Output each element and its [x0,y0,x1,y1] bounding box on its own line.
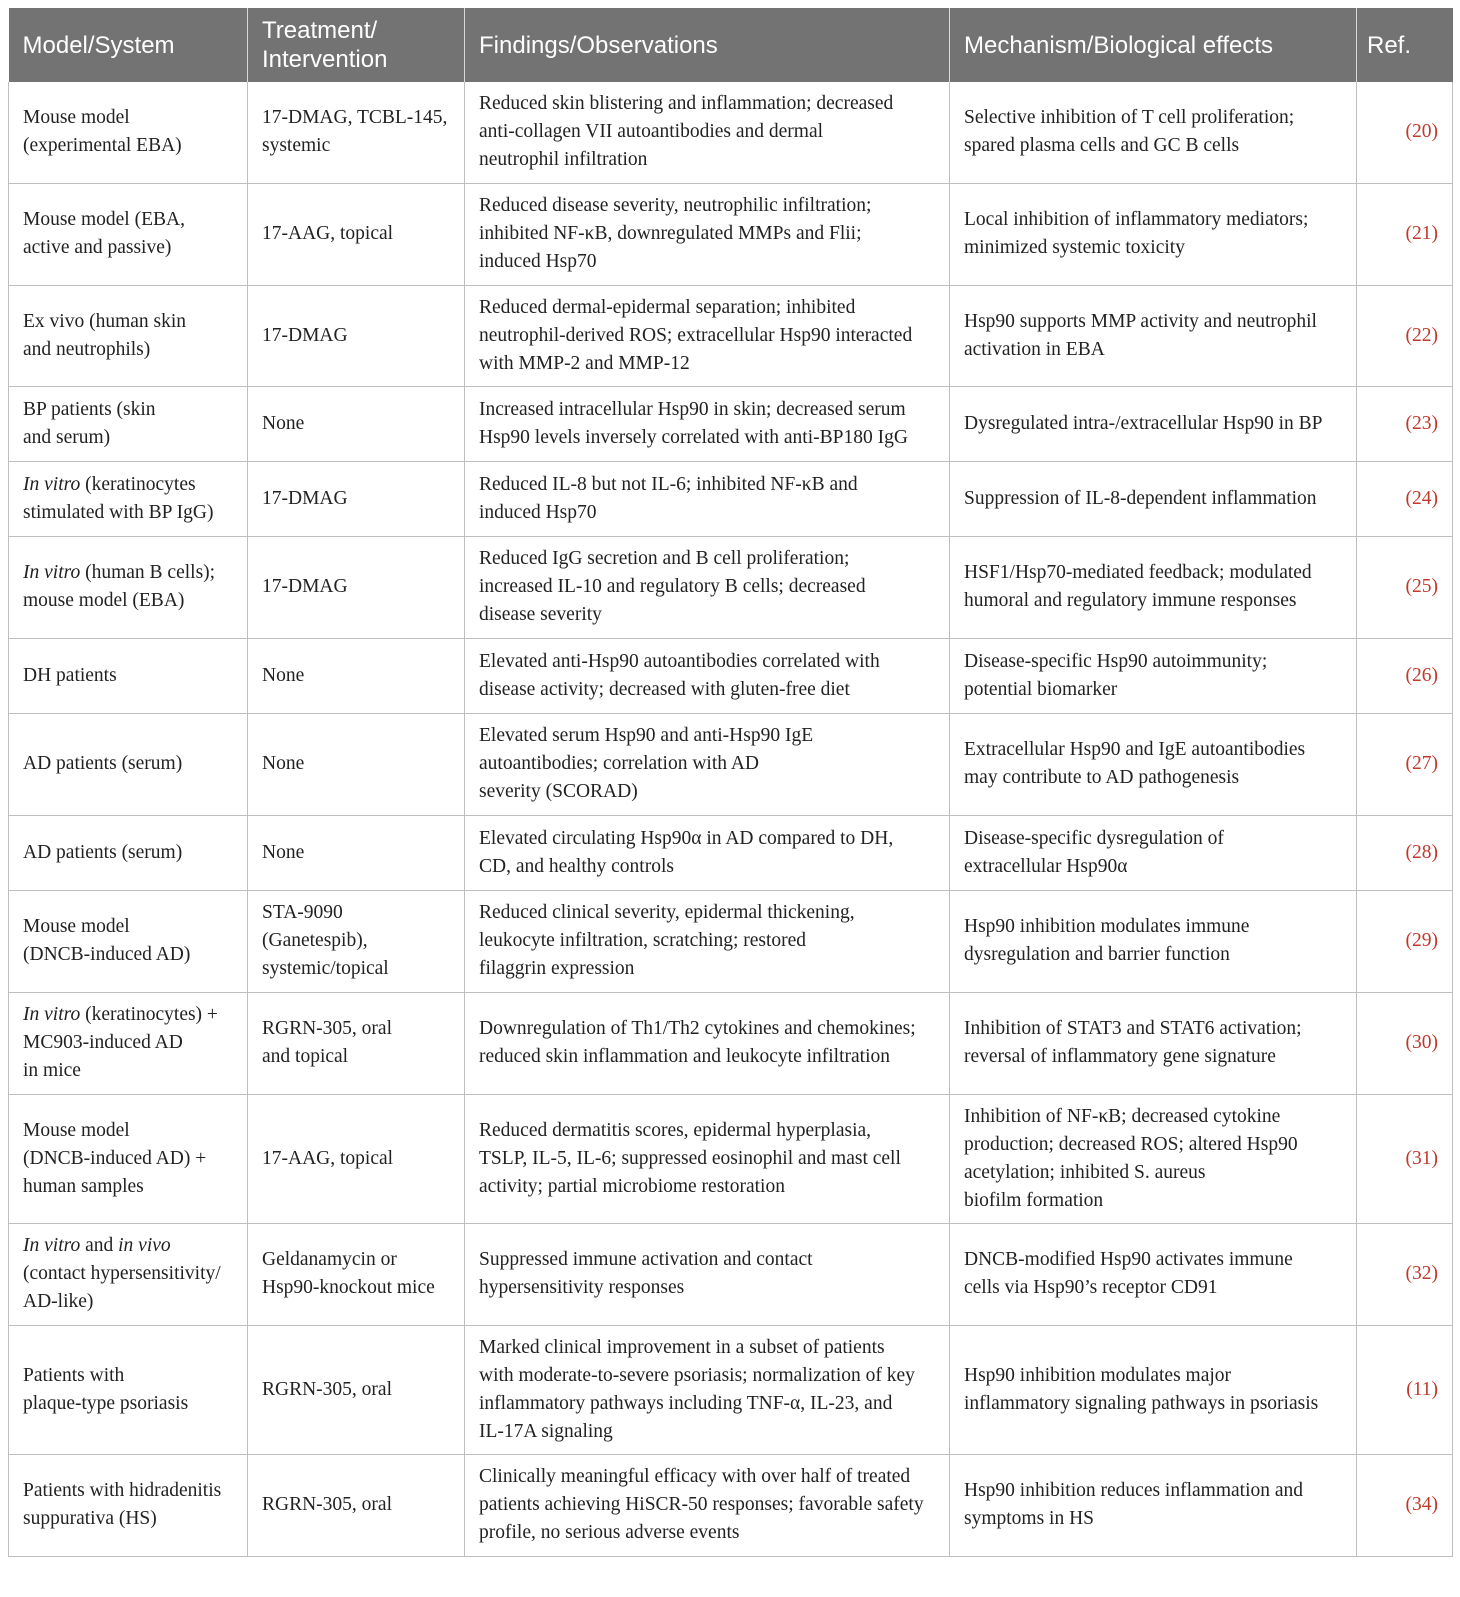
cell-ref[interactable] [1357,285,1453,386]
cell-mechanism [950,1094,1357,1223]
model-text: (human B cells); mouse model (EBA) [23,562,216,611]
cell-treatment [248,638,465,713]
cell-findings-text: Elevated serum Hsp90 and anti-Hsp90 IgE autoantibodies; correlation with AD severity (SCORAD) [479,725,814,802]
header-row [9,8,1453,82]
cell-treatment [248,815,465,890]
cell-mechanism [950,1325,1357,1454]
cell-treatment-text: None [262,412,305,434]
cell-ref[interactable] [1357,713,1453,815]
model-text: Mouse model (DNCB-induced AD) + human samples [23,1119,207,1197]
table-row [9,1454,1453,1556]
table-row [9,1223,1453,1325]
cell-findings [465,1454,950,1556]
cell-findings-text: Marked clinical improvement in a subset of patients with moderate-to-severe psoriasis; normalization of key inflammatory pathways including TNF-α, IL-23, and IL-17A signaling [479,1336,915,1442]
cell-mechanism [950,1454,1357,1556]
cell-mechanism-text: Suppression of IL-8-dependent inflammation [964,487,1317,509]
cell-findings [465,1094,950,1223]
cell-model [9,461,248,536]
cell-findings-text: Reduced clinical severity, epidermal thickening, leukocyte infiltration, scratching; restored filaggrin expression [479,902,855,979]
cell-ref-text: (32) [1405,1263,1438,1284]
model-text: Patients with plaque-type psoriasis [23,1364,189,1414]
cell-mechanism [950,285,1357,386]
cell-treatment-text: 17-DMAG, TCBL-145, systemic [262,107,448,157]
table-container [8,8,1452,1557]
cell-mechanism-text: Inhibition of STAT3 and STAT6 activation; reversal of inflammatory gene signature [964,1018,1302,1067]
cell-mechanism-text: Dysregulated intra-/extracellular Hsp90 in BP [964,412,1323,434]
cell-ref[interactable] [1357,1454,1453,1556]
table-row [9,815,1453,890]
cell-mechanism [950,386,1357,461]
cell-treatment-text: Geldanamycin or Hsp90-knockout mice [262,1249,435,1298]
model-italic-text: In vitro [23,473,81,495]
cell-model [9,285,248,386]
cell-findings [465,890,950,992]
cell-ref[interactable] [1357,1325,1453,1454]
table-row [9,285,1453,386]
cell-treatment-text: None [262,664,305,686]
model-connector-text: and [80,1235,119,1256]
header-mechanism: Mechanism/Biological effects [950,8,1357,82]
cell-findings-text: Clinically meaningful efficacy with over half of treated patients achieving HiSCR-50 responses; favorable safety profile, no serious adverse events [479,1466,924,1543]
table-row [9,713,1453,815]
cell-findings-text: Reduced IgG secretion and B cell proliferation; increased IL-10 and regulatory B cells; decreased disease severity [479,548,866,625]
cell-mechanism [950,992,1357,1094]
cell-treatment-text: None [262,753,305,774]
cell-model [9,183,248,285]
model-italic-text: In vitro [23,562,81,583]
cell-ref[interactable] [1357,890,1453,992]
table-row [9,992,1453,1094]
cell-findings [465,183,950,285]
cell-ref[interactable] [1357,638,1453,713]
header-ref: Ref. [1357,8,1453,82]
cell-treatment-text: RGRN-305, oral [262,1494,392,1515]
cell-findings-text: Reduced IL-8 but not IL-6; inhibited NF-κB and induced Hsp70 [479,473,858,523]
cell-model [9,1094,248,1223]
cell-mechanism-text: Disease-specific dysregulation of extracellular Hsp90α [964,827,1224,877]
cell-treatment [248,82,465,183]
cell-model [9,386,248,461]
cell-findings-text: Reduced disease severity, neutrophilic infiltration; inhibited NF-κB, downregulated MMPs and Flii; induced Hsp70 [479,195,872,272]
header-model: Model/System [9,8,248,82]
cell-findings [465,82,950,183]
model-text: Mouse model (experimental EBA) [23,107,182,157]
cell-findings [465,461,950,536]
cell-treatment-text: RGRN-305, oral [262,1378,392,1400]
cell-model [9,713,248,815]
cell-ref[interactable] [1357,815,1453,890]
cell-findings-text: Downregulation of Th1/Th2 cytokines and chemokines; reduced skin inflammation and leukocyte infiltration [479,1018,916,1067]
table-header [9,8,1453,82]
cell-findings [465,536,950,638]
cell-treatment [248,890,465,992]
cell-findings-text: Elevated circulating Hsp90α in AD compared to DH, CD, and healthy controls [479,827,894,877]
model-text: BP patients (skin and serum) [23,398,156,448]
cell-ref-text: (29) [1405,930,1438,951]
cell-mechanism-text: Selective inhibition of T cell proliferation; spared plasma cells and GC B cells [964,107,1295,157]
table-row [9,183,1453,285]
cell-mechanism-text: Extracellular Hsp90 and IgE autoantibodies may contribute to AD pathogenesis [964,739,1306,788]
cell-model [9,1325,248,1454]
header-treatment: Treatment/ Intervention [248,8,465,82]
cell-ref[interactable] [1357,461,1453,536]
cell-mechanism [950,713,1357,815]
cell-treatment [248,285,465,386]
cell-findings [465,285,950,386]
cell-findings [465,1223,950,1325]
cell-model [9,815,248,890]
cell-treatment [248,1094,465,1223]
cell-ref-text: (30) [1405,1032,1438,1053]
cell-findings-text: Reduced dermal-epidermal separation; inhibited neutrophil-derived ROS; extracellular Hsp90 interacted with MMP-2 and MMP-12 [479,296,913,374]
cell-ref[interactable] [1357,183,1453,285]
model-text: Ex vivo (human skin and neutrophils) [23,310,187,360]
cell-treatment [248,386,465,461]
table-row [9,386,1453,461]
cell-ref-text: (26) [1405,664,1438,686]
cell-model [9,536,248,638]
cell-ref-text: (11) [1406,1378,1438,1400]
cell-ref[interactable] [1357,536,1453,638]
cell-treatment [248,992,465,1094]
table-row [9,461,1453,536]
cell-model [9,890,248,992]
cell-mechanism-text: Hsp90 supports MMP activity and neutrophil activation in EBA [964,310,1317,360]
cell-mechanism [950,536,1357,638]
cell-ref[interactable] [1357,1223,1453,1325]
cell-ref[interactable] [1357,992,1453,1094]
cell-mechanism-text: HSF1/Hsp70-mediated feedback; modulated humoral and regulatory immune responses [964,562,1312,611]
cell-mechanism-text: DNCB-modified Hsp90 activates immune cells via Hsp90’s receptor CD91 [964,1249,1293,1298]
cell-mechanism-text: Local inhibition of inflammatory mediators; minimized systemic toxicity [964,209,1309,258]
model-text: Mouse model (DNCB-induced AD) [23,916,191,965]
cell-treatment-text: 17-AAG, topical [262,1147,394,1169]
cell-mechanism-text: Inhibition of NF-κB; decreased cytokine production; decreased ROS; altered Hsp90 acetylation; inhibited S. aureus biofilm formation [964,1105,1298,1211]
table-body [9,82,1453,1556]
cell-mechanism [950,82,1357,183]
cell-ref[interactable] [1357,82,1453,183]
model-text: Patients with hidradenitis suppurativa (HS) [23,1480,222,1529]
table-row [9,890,1453,992]
model-text: (keratinocytes) + MC903-induced AD in mice [23,1004,218,1081]
cell-treatment-text: 17-AAG, topical [262,223,394,244]
cell-model [9,992,248,1094]
cell-ref-text: (23) [1405,412,1438,434]
cell-mechanism-text: Disease-specific Hsp90 autoimmunity; potential biomarker [964,650,1268,700]
model-italic-text: In vitro [23,1004,81,1025]
model-text: AD patients (serum) [23,753,183,774]
cell-ref-text: (22) [1405,324,1438,346]
model-italic-text: In vitro [23,1235,81,1256]
model-text: AD patients (serum) [23,841,183,863]
model-text: (contact hypersensitivity/ AD-like) [23,1263,221,1312]
cell-ref-text: (20) [1405,121,1438,143]
cell-findings-text: Reduced skin blistering and inflammation; decreased anti-collagen VII autoantibodies and dermal neutrophil infiltration [479,93,894,171]
model-italic-text-2: in vivo [118,1235,171,1256]
cell-model [9,638,248,713]
header-findings: Findings/Observations [465,8,950,82]
cell-mechanism-text: Hsp90 inhibition modulates major inflammatory signaling pathways in psoriasis [964,1364,1319,1414]
cell-mechanism-text: Hsp90 inhibition modulates immune dysregulation and barrier function [964,916,1250,965]
cell-treatment-text: 17-DMAG [262,487,348,509]
cell-ref-text: (21) [1405,223,1438,244]
cell-treatment-text: 17-DMAG [262,576,348,597]
cell-treatment [248,536,465,638]
cell-model [9,1223,248,1325]
cell-treatment-text: 17-DMAG [262,324,348,346]
hsp90-studies-table [8,8,1453,1557]
cell-findings [465,386,950,461]
model-text: Mouse model (EBA, active and passive) [23,209,185,258]
cell-treatment-text: STA-9090 (Ganetespib), systemic/topical [262,902,389,979]
cell-ref[interactable] [1357,386,1453,461]
model-text: DH patients [23,664,117,686]
table-row [9,82,1453,183]
cell-treatment-text: None [262,841,305,863]
cell-findings [465,713,950,815]
cell-treatment [248,1325,465,1454]
cell-ref-text: (25) [1405,576,1438,597]
cell-findings [465,1325,950,1454]
cell-ref-text: (31) [1405,1147,1438,1169]
cell-mechanism-text: Hsp90 inhibition reduces inflammation and symptoms in HS [964,1480,1304,1529]
table-row [9,638,1453,713]
cell-treatment [248,713,465,815]
cell-ref-text: (28) [1405,841,1438,863]
cell-model [9,82,248,183]
table-row [9,1325,1453,1454]
cell-findings-text: Suppressed immune activation and contact hypersensitivity responses [479,1249,813,1298]
table-row [9,536,1453,638]
cell-mechanism [950,890,1357,992]
cell-ref[interactable] [1357,1094,1453,1223]
cell-treatment [248,1454,465,1556]
cell-treatment [248,461,465,536]
cell-treatment [248,183,465,285]
cell-findings [465,638,950,713]
cell-mechanism [950,183,1357,285]
cell-treatment-text: RGRN-305, oral and topical [262,1018,392,1067]
cell-treatment [248,1223,465,1325]
cell-findings [465,992,950,1094]
cell-ref-text: (24) [1405,487,1438,509]
cell-mechanism [950,1223,1357,1325]
cell-mechanism [950,638,1357,713]
cell-findings [465,815,950,890]
cell-findings-text: Elevated anti-Hsp90 autoantibodies correlated with disease activity; decreased with gluten-free diet [479,650,880,700]
cell-mechanism [950,461,1357,536]
model-text: (keratinocytes stimulated with BP IgG) [23,473,214,523]
table-row [9,1094,1453,1223]
cell-ref-text: (34) [1405,1494,1438,1515]
cell-mechanism [950,815,1357,890]
cell-ref-text: (27) [1405,753,1438,774]
cell-model [9,1454,248,1556]
cell-findings-text: Reduced dermatitis scores, epidermal hyperplasia, TSLP, IL-5, IL-6; suppressed eosinophil and mast cell activity; partial microbiome restoration [479,1119,901,1197]
cell-findings-text: Increased intracellular Hsp90 in skin; decreased serum Hsp90 levels inversely correlated with anti-BP180 IgG [479,398,908,448]
